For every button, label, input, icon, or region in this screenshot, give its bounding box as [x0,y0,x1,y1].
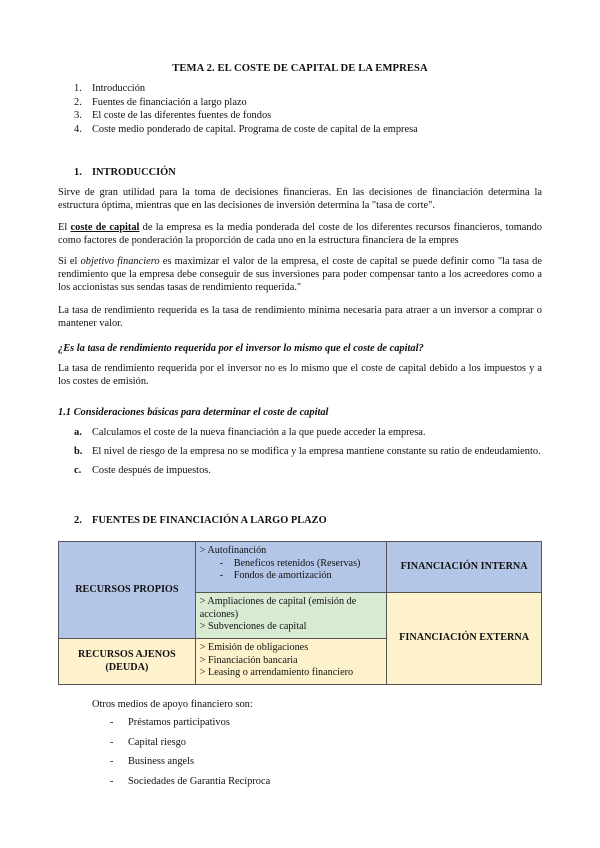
intro-paragraph-3: Si el objetivo financiero es maximizar el valor de la empresa, el coste de capital se puede definir como "la tasa de rendimiento que la empresa debe conseguir de sus inversiones para poder compensar tanto a los acreedores como a los accionistas sus sendas tasas de rendimiento requerida." [58,256,542,293]
list-item: - Préstamos participativos [110,717,230,728]
page-title: TEMA 2. EL COSTE DE CAPITAL DE LA EMPRESA [172,63,428,74]
coste-de-capital-term: coste de capital [70,222,140,233]
otros-medios-intro: Otros medios de apoyo financiero son: [92,699,253,710]
toc-item: 2. Fuentes de financiación a largo plazo [74,96,247,108]
financing-sources-table [58,541,542,685]
list-item: c. Coste después de impuestos. [74,465,211,476]
table-of-contents [74,82,418,136]
section-2-heading: 2. FUENTES DE FINANCIACIÓN A LARGO PLAZO [74,515,327,526]
toc-item: 4. Coste medio ponderado de capital. Programa de coste de capital de la empresa [74,123,418,135]
list-item: - Sociedades de Garantía Recíproca [110,775,271,787]
autofinanciacion-cell: > Autofinanción - Beneficos retenidos (Reservas) - Fondos de amortización [195,542,387,593]
list-item: a. Calculamos el coste de la nueva financiación a la que puede acceder la empresa. [74,427,426,438]
question-heading: ¿Es la tasa de rendimiento requerida por el inversor lo mismo que el coste de capital? [58,343,424,354]
intro-paragraph-1: Sirve de gran utilidad para la toma de decisiones financieras. En las decisiones de financiación determina la estructura óptima, mientras que en las decisiones de inversión determina la "tasa de corte". [58,187,542,211]
list-item: - Capital riesgo [110,736,187,748]
subsection-1-1-heading: 1.1 Consideraciones básicas para determinar el coste de capital [58,407,329,418]
answer-paragraph: La tasa de rendimiento requerida por el inversor no es lo mismo que el coste de capital debido a los impuestos y a los costes de emisión. [58,363,542,387]
list-item: b. El nivel de riesgo de la empresa no se modifica y la empresa mantiene constante su ratio de endeudamiento. [74,446,541,457]
intro-paragraph-2: El coste de capital de la empresa es la media ponderada del coste de los diferentes recursos financieros, tomando como factores de ponderación la proporción de cada uno en la estructura financiera de la empres [58,222,542,246]
recursos-ajenos-cell: RECURSOS AJENOS (DEUDA) [59,639,196,685]
ampliaciones-cell: > Ampliaciones de capital (emisión de acciones) > Subvenciones de capital [195,593,387,639]
deuda-sources-cell: > Emisión de obligaciones > Financiación bancaria > Leasing o arrendamiento financiero [195,639,387,685]
intro-paragraph-4: La tasa de rendimiento requerida es la tasa de rendimiento mínima necesaria para atraer a un inversor a comprar o mantener valor. [58,305,542,329]
financiacion-externa-cell: FINANCIACIÓN EXTERNA [387,593,542,685]
list-item: - Business angels [110,756,195,767]
financiacion-interna-cell: FINANCIACIÓN INTERNA [387,542,542,593]
toc-item: 1. Introducción [74,83,146,94]
section-1-heading: 1. INTRODUCCIÓN [74,167,176,178]
recursos-propios-cell: RECURSOS PROPIOS [59,542,196,639]
otros-medios-list [110,716,270,794]
toc-item: 3. El coste de las diferentes fuentes de fondos [74,110,272,121]
considerations-list [74,426,542,483]
